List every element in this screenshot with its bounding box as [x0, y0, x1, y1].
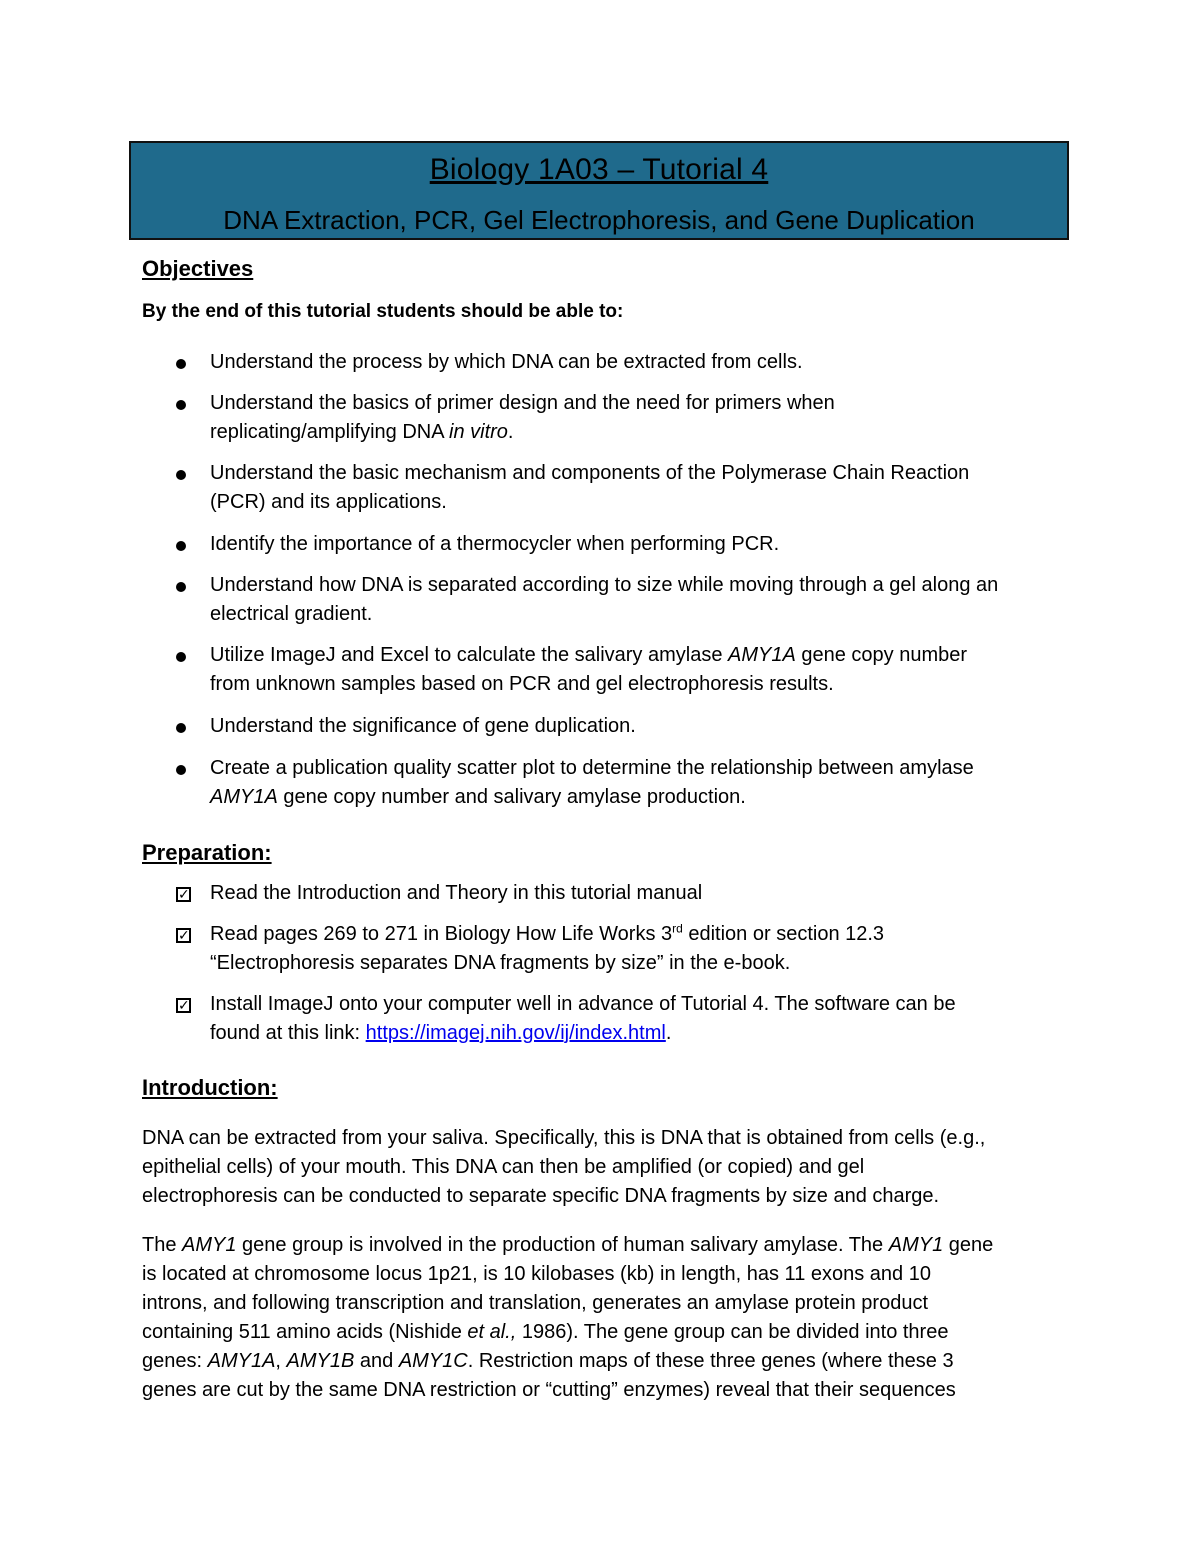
- bullet-icon: [176, 400, 186, 410]
- imagej-link[interactable]: https://imagej.nih.gov/ij/index.html: [365, 1022, 666, 1044]
- bullet-icon: [176, 541, 186, 551]
- checkbox-icon: ✓: [178, 927, 190, 943]
- bullet-icon: [176, 470, 186, 480]
- preparation-heading: Preparation:: [142, 840, 272, 865]
- objective-item: Understand the process by which DNA can be extracted from cells.: [210, 351, 803, 373]
- preparation-item: Install ImageJ onto your computer well in advance of Tutorial 4. The software can be found at this link: https://imagej.nih.gov/ij/index.html.: [210, 993, 956, 1044]
- objective-item: Understand the basic mechanism and components of the Polymerase Chain Reaction (PCR) and its applications.: [210, 462, 970, 513]
- checkbox-icon: ✓: [178, 997, 190, 1013]
- objective-item: Understand how DNA is separated according to size while moving through a gel along an electrical gradient.: [210, 574, 999, 625]
- objective-item: Utilize ImageJ and Excel to calculate the salivary amylase AMY1A gene copy number from unknown samples based on PCR and gel electrophoresis results.: [210, 644, 968, 695]
- bullet-icon: [176, 582, 186, 592]
- objective-item: Create a publication quality scatter plot to determine the relationship between amylase AMY1A gene copy number and salivary amylase production.: [210, 757, 974, 808]
- objective-item: Identify the importance of a thermocycler when performing PCR.: [210, 533, 780, 555]
- title-banner: [129, 141, 1069, 240]
- introduction-heading: Introduction:: [142, 1075, 278, 1100]
- intro-paragraph-2: The AMY1 gene group is involved in the production of human salivary amylase. The AMY1 gene is located at chromosome locus 1p21, is 10 kilobases (kb) in length, has 11 exons and 10 introns, and following transcription and translation, generates an amylase protein product containing 511 amino acids (Nishide et al., 1986). The gene group can be divided into three genes: AMY1A, AMY1B and AMY1C. Restriction maps of these three genes (where these 3 genes are cut by the same DNA restriction or “cutting” enzymes) reveal that their sequences: [142, 1234, 994, 1401]
- bullet-icon: [176, 723, 186, 733]
- intro-paragraph-1: DNA can be extracted from your saliva. Specifically, this is DNA that is obtained from cells (e.g., epithelial cells) of your mouth. This DNA can then be amplified (or copied) and gel electrophoresis can be conducted to separate specific DNA fragments by size and charge.: [142, 1127, 986, 1207]
- checkbox-icon: ✓: [178, 886, 190, 902]
- bullet-icon: [176, 652, 186, 662]
- bullet-icon: [176, 359, 186, 369]
- document-title: Biology 1A03 – Tutorial 4: [429, 153, 769, 186]
- preparation-item: Read pages 269 to 271 in Biology How Life Works 3rd edition or section 12.3 “Electrophoresis separates DNA fragments by size” in the e-book.: [210, 921, 885, 974]
- document-subtitle: DNA Extraction, PCR, Gel Electrophoresis, and Gene Duplication: [223, 205, 975, 235]
- objective-item: Understand the significance of gene duplication.: [210, 715, 636, 737]
- preparation-item: Read the Introduction and Theory in this tutorial manual: [210, 882, 703, 904]
- objectives-lead: By the end of this tutorial students should be able to:: [142, 301, 624, 322]
- bullet-icon: [176, 765, 186, 775]
- objective-item: Understand the basics of primer design and the need for primers when replicating/amplifying DNA in vitro.: [210, 392, 835, 443]
- objectives-heading: Objectives: [142, 256, 254, 281]
